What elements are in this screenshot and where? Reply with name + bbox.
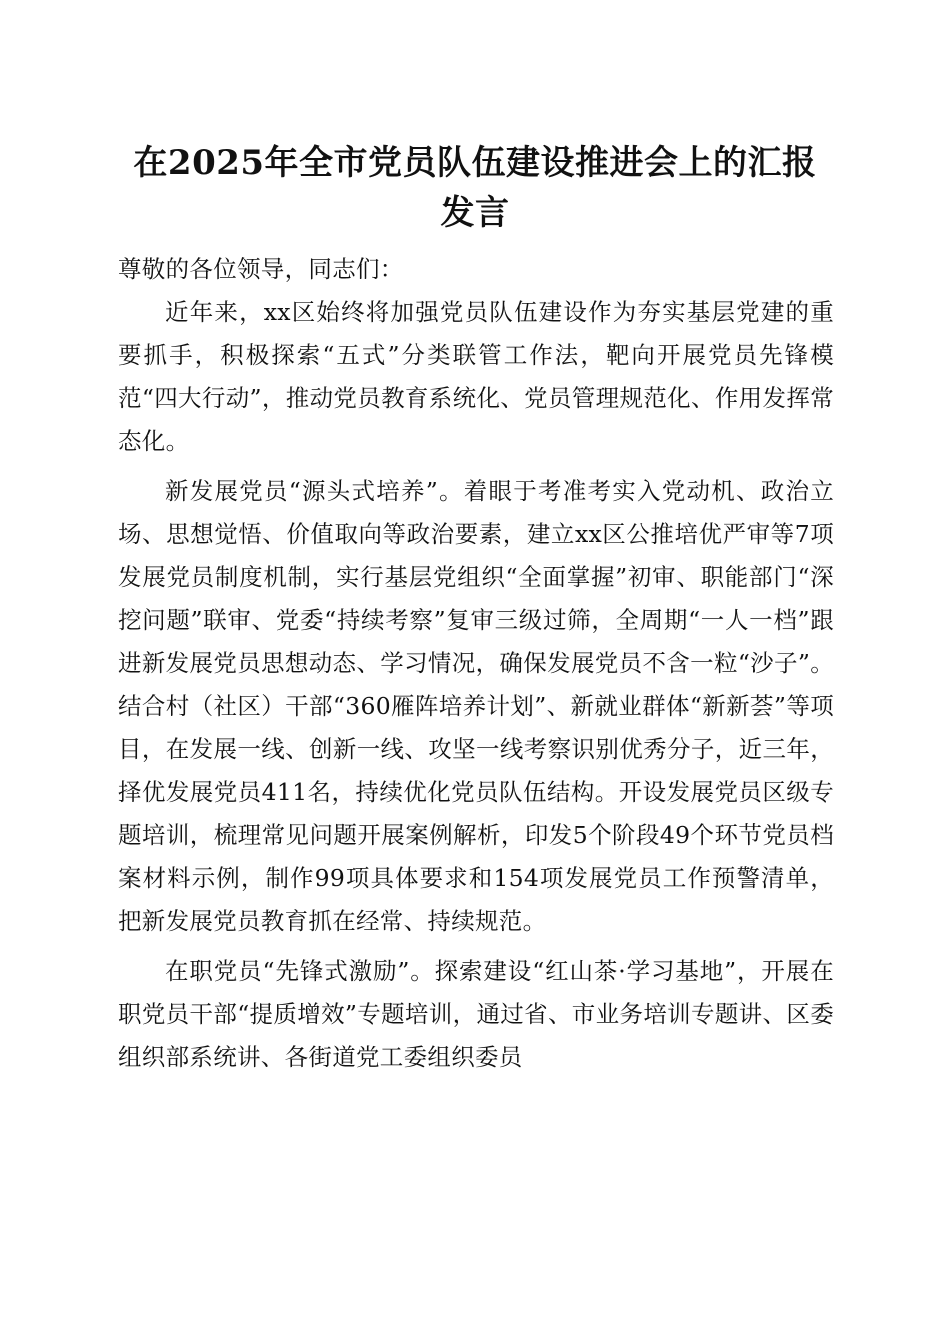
paragraph-in-service-members: 在职党员“先锋式激励”。探索建设“红山茶·学习基地”，开展在职党员干部“提质增效”专题培训，通过省、市业务培训专题讲、区委组织部系统讲、各街道党工委组织委员: [118, 957, 834, 1071]
document-title: [100, 138, 850, 238]
document-body: [118, 248, 834, 1079]
paragraph-new-members: 新发展党员“源头式培养”。着眼于考准考实入党动机、政治立场、思想觉悟、价值取向等政治要素，建立xx区公推培优严审等7项发展党员制度机制，实行基层党组织“全面掌握”初审、职能部门“深挖问题”联审、党委“持续考察”复审三级过筛，全周期“一人一档”跟进新发展党员思想动态、学习情况，确保发展党员不含一粒“沙子”。结合村（社区）干部“360雁阵培养计划”、新就业群体“新新荟”等项目，在发展一线、创新一线、攻坚一线考察识别优秀分子，近三年，择优发展党员411名，持续优化党员队伍结构。开设发展党员区级专题培训，梳理常见问题开展案例解析，印发5个阶段49个环节党员档案材料示例，制作99项具体要求和154项发展党员工作预警清单，把新发展党员教育抓在经常、持续规范。: [118, 477, 834, 935]
title-line-2: 发言: [440, 193, 510, 233]
title-line-1: 在2025年全市党员队伍建设推进会上的汇报: [133, 143, 817, 183]
paragraph-intro: 近年来，xx区始终将加强党员队伍建设作为夯实基层党建的重要抓手，积极探索“五式”分类联管工作法，靶向开展党员先锋模范“四大行动”，推动党员教育系统化、党员管理规范化、作用发挥常态化。: [118, 298, 834, 455]
salutation: 尊敬的各位领导，同志们：: [118, 255, 404, 283]
